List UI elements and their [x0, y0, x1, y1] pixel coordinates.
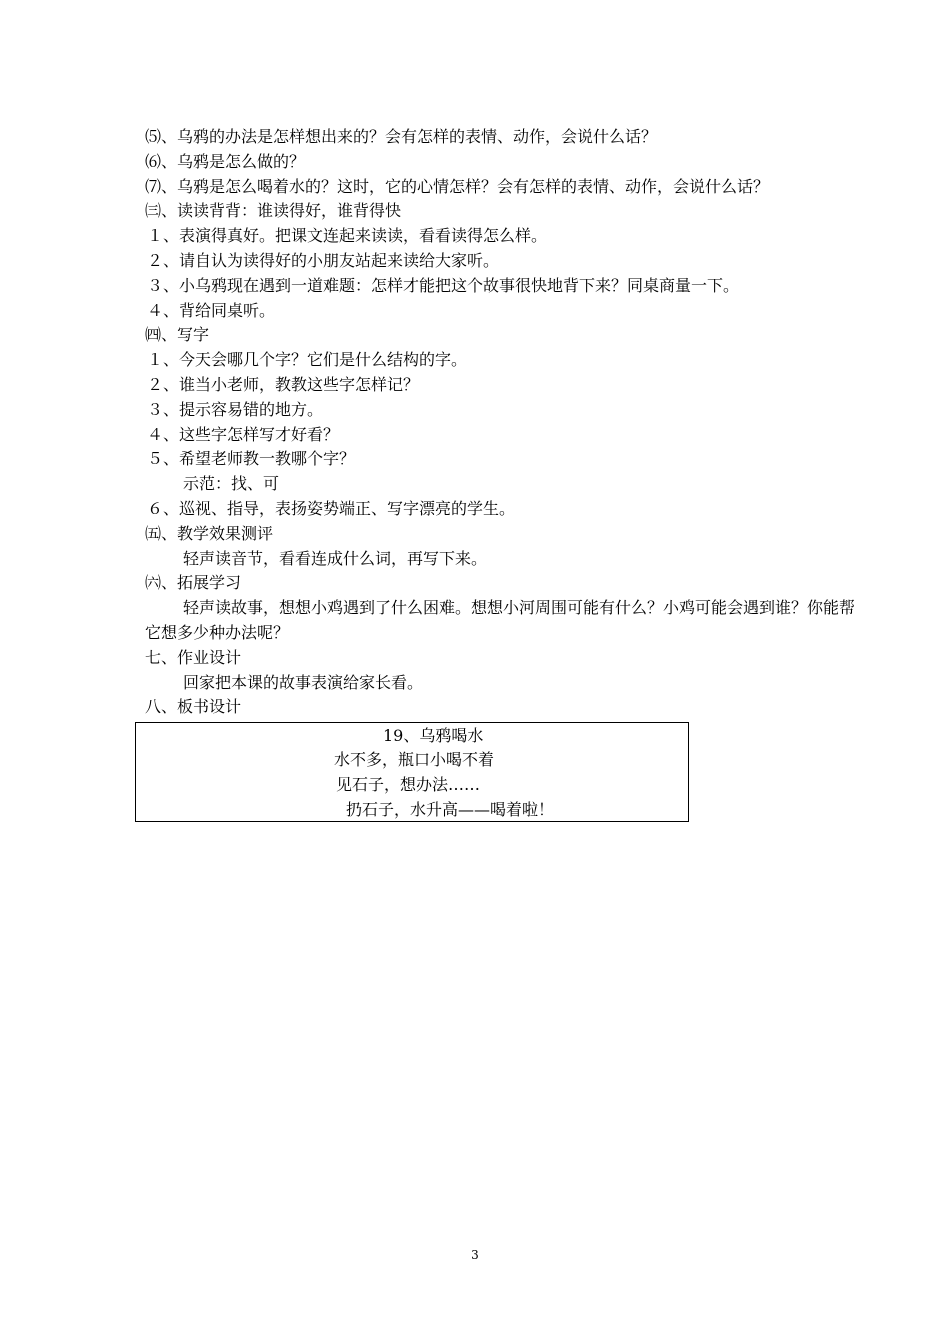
section-3-item-1: １、表演得真好。把课文连起来读读，看看读得怎么样。 — [147, 226, 548, 246]
board-line-3: 扔石子，水升高——喝着啦！ — [346, 800, 555, 819]
section-5-text: 轻声读音节，看看连成什么词，再写下来。 — [183, 548, 488, 568]
section-4-heading: ㈣、写字 — [145, 325, 210, 345]
section-3-item-3: ３、小乌鸦现在遇到一道难题：怎样才能把这个故事很快地背下来？同桌商量一下。 — [147, 275, 740, 295]
question-5: ⑸、乌鸦的办法是怎样想出来的？会有怎样的表情、动作，会说什么话？ — [145, 127, 658, 146]
demo-characters: 示范：找、可 — [183, 474, 280, 494]
board-line-1: 水不多，瓶口小喝不着 — [334, 750, 495, 769]
section-5-heading: ㈤、教学效果测评 — [145, 523, 274, 543]
section-4-item-4: ４、这些字怎样写才好看？ — [147, 424, 340, 444]
section-6-text — [145, 596, 865, 646]
section-4-item-1: １、今天会哪几个字？它们是什么结构的字。 — [147, 350, 468, 370]
board-title: 19、乌鸦喝水 — [383, 726, 484, 745]
board-line-2: 见石子，想办法…… — [336, 775, 481, 794]
blackboard-design-box — [135, 722, 689, 822]
section-3-item-4: ４、背给同桌听。 — [147, 300, 276, 320]
section-6-paragraph: 轻声读故事，想想小鸡遇到了什么困难。想想小河周围可能有什么？小鸡可能会遇到谁？你能帮它想多少种办法呢？ — [145, 598, 856, 642]
page-number: 3 — [471, 1248, 479, 1262]
section-8-heading: 八、板书设计 — [145, 697, 242, 717]
question-6: ⑹、乌鸦是怎么做的？ — [145, 151, 306, 171]
section-6-heading: ㈥、拓展学习 — [145, 573, 242, 593]
section-4-item-3: ３、提示容易错的地方。 — [147, 399, 324, 419]
question-7: ⑺、乌鸦是怎么喝着水的？这时，它的心情怎样？会有怎样的表情、动作，会说什么话？ — [145, 176, 770, 196]
section-3-heading: ㈢、读读背背：谁读得好，谁背得快 — [145, 201, 402, 221]
section-4-item-5: ５、希望老师教一教哪个字？ — [147, 449, 356, 469]
section-4-item-6: ６、巡视、指导，表扬姿势端正、写字漂亮的学生。 — [147, 498, 516, 518]
document-body — [145, 125, 865, 720]
section-3-item-2: ２、请自认为读得好的小朋友站起来读给大家听。 — [147, 250, 500, 270]
section-4-item-2: ２、谁当小老师，教教这些字怎样记？ — [147, 374, 420, 394]
homework-text: 回家把本课的故事表演给家长看。 — [183, 672, 424, 692]
section-7-heading: 七、作业设计 — [145, 647, 242, 667]
